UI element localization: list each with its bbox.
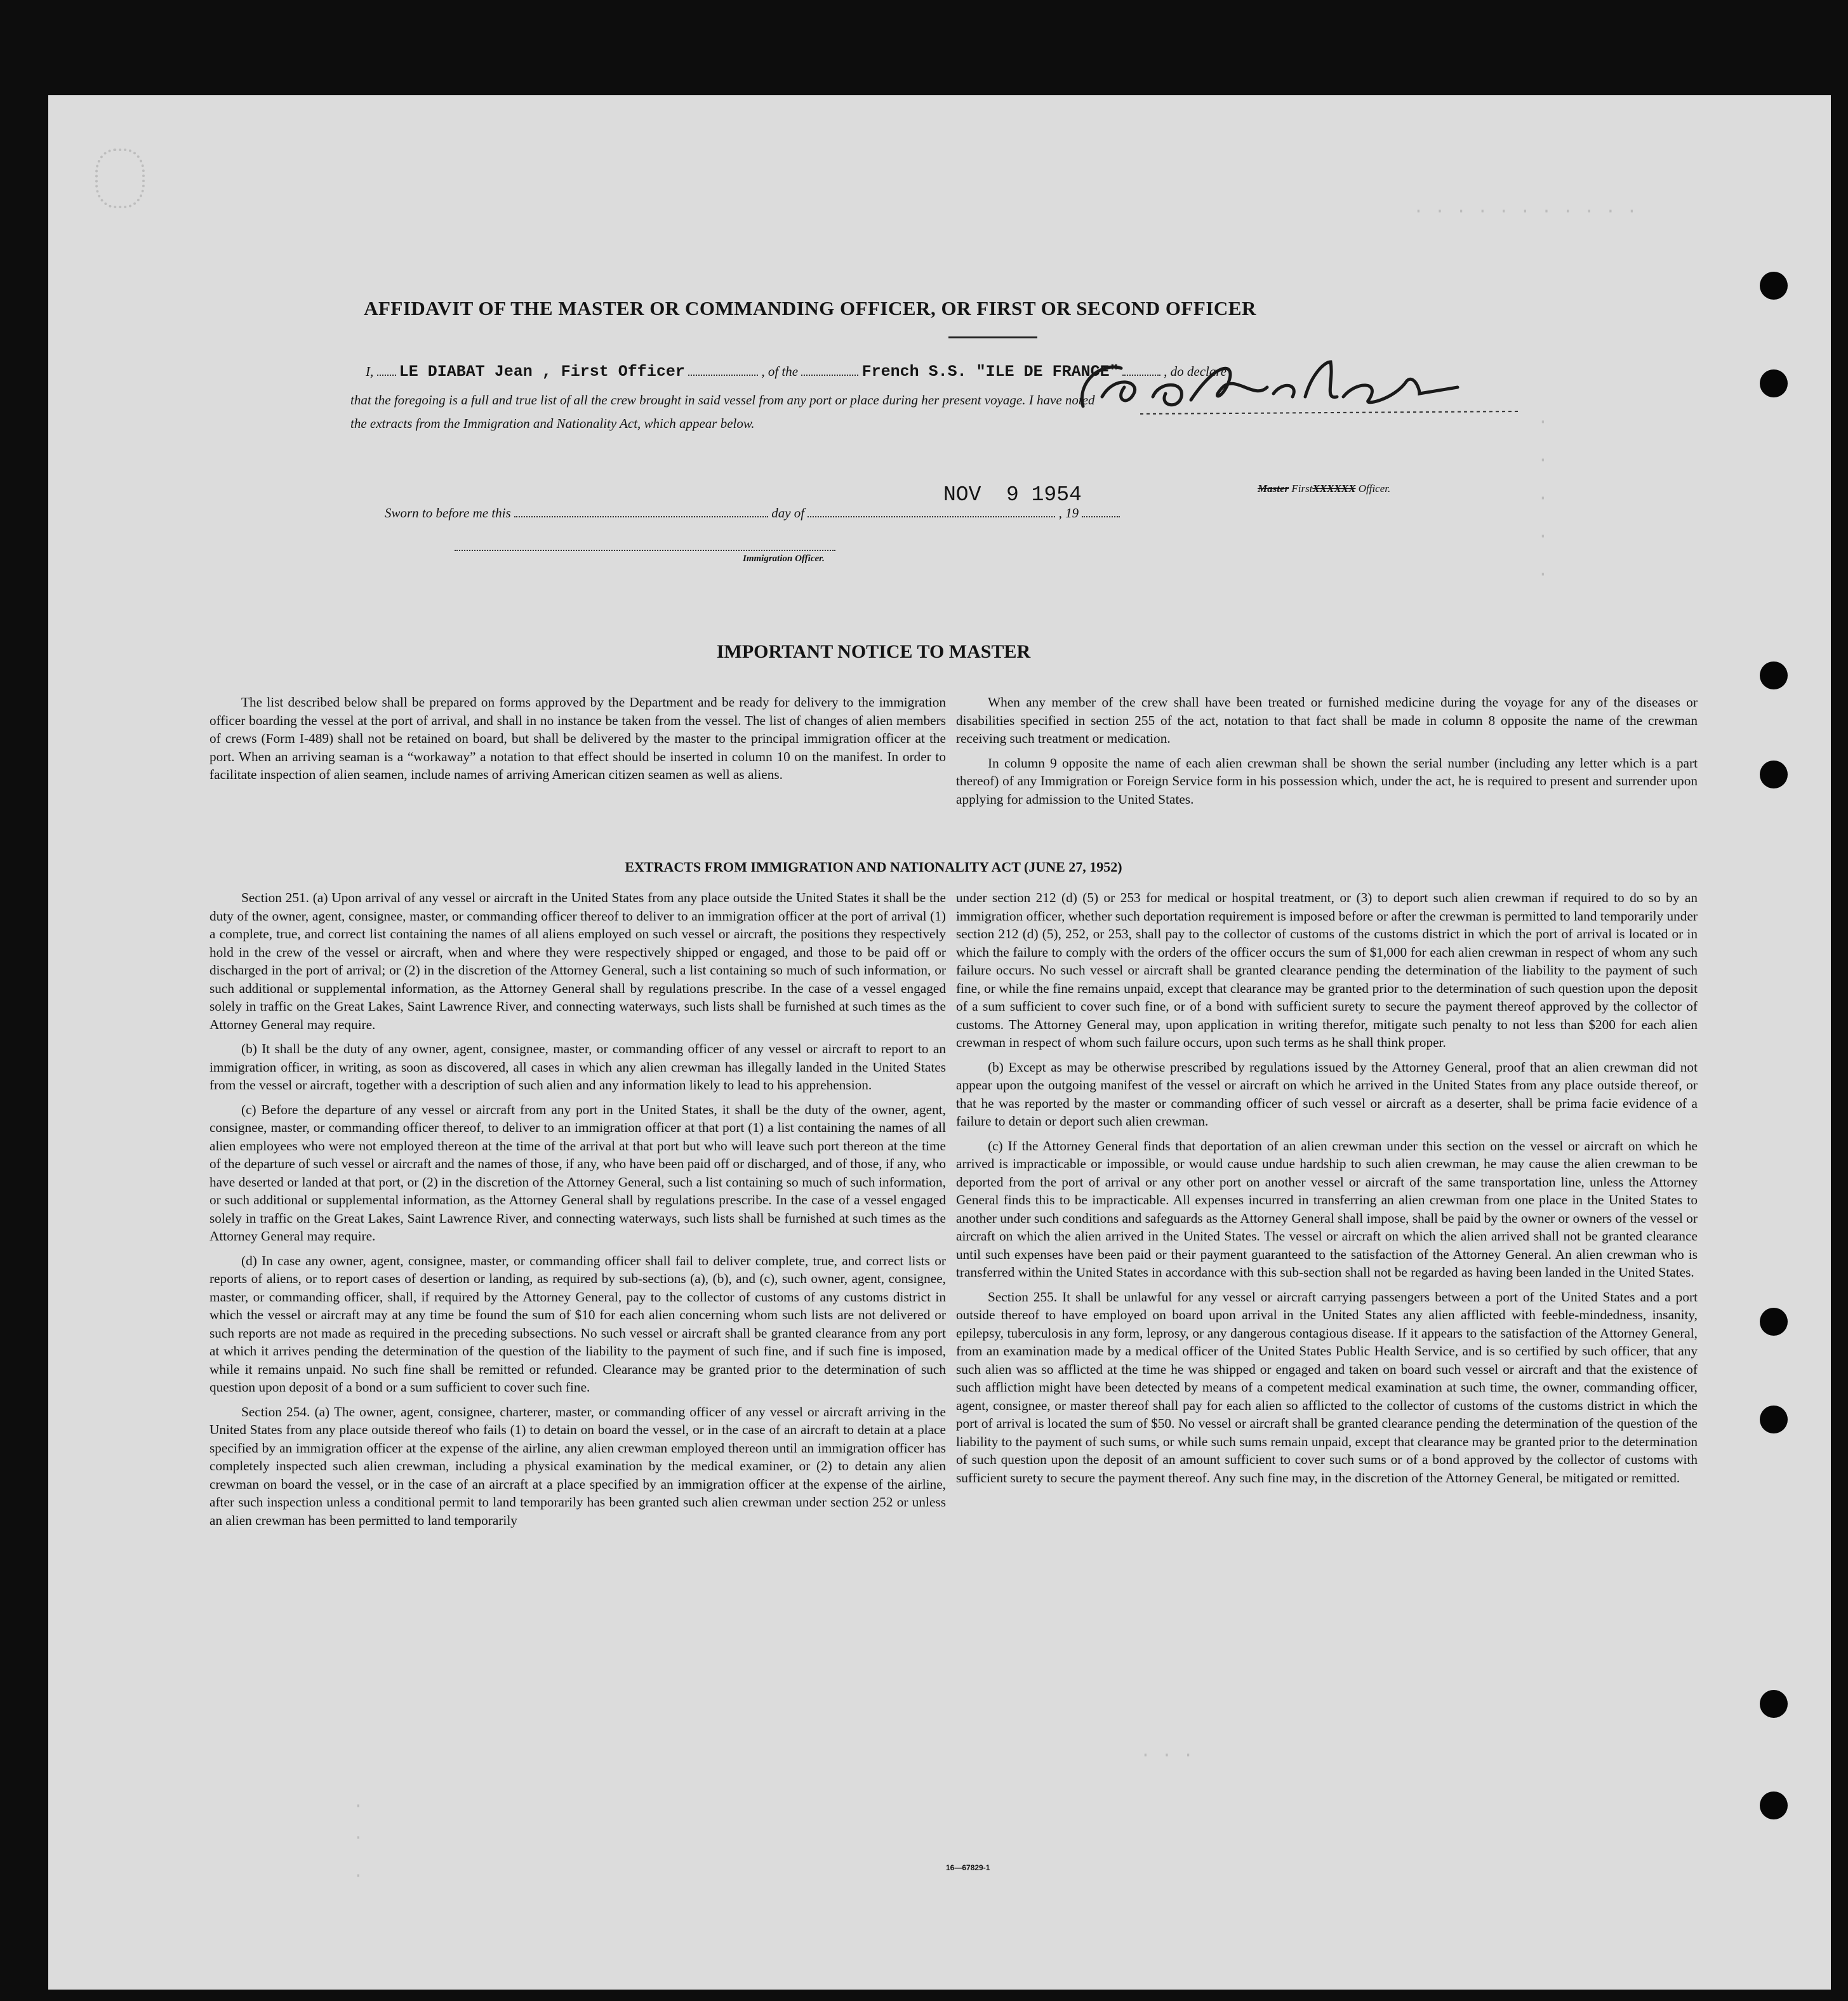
notice-left-column: [209, 693, 946, 790]
fill-dots: [801, 362, 858, 376]
year-label: , 19: [1058, 505, 1079, 521]
declaration-prefix: I,: [366, 364, 374, 379]
do-declare-label: , do declare: [1164, 364, 1227, 379]
act-paragraph: (c) Before the departure of any vessel or aircraft from any port in the United States, it shall be the duty of the owner, agent, consignee, master, or commanding officer thereof, to deliver to an immigration officer at that port (1) a list containing the names of all alien employees who were not employed thereon at the time of the arrival at that port but who will leave such port thereon at the time of the departure of such vessel or aircraft and the names of those, if any, who have been paid off or discharged, and of those, if any, who have deserted or landed at that port, or (2) in the discretion of the Attorney General, such a list containing so much of such information, or such additional or supplemental information, as the Attorney General shall by regulations prescribe. In the case of a vessel engaged solely in traffic on the Great Lakes, Saint Lawrence River, and connecting waterways, such lists shall be furnished at such times as the Attorney General may require.: [209, 1101, 946, 1244]
act-paragraph: Section 254. (a) The owner, agent, consignee, charterer, master, or commanding officer of any vessel or aircraft arriving in the United States from any place outside thereof who fails (1) to detain on board the vessel, or in the case of an aircraft to detain at a place specified by an immigration officer at the expense of the airline, any alien crewman employed thereon until an immigration officer has completely inspected such alien crewman, including a physical examination by the medical examiner, or (2) to detain any alien crewman on board the vessel, or in the case of an aircraft at a place specified by an immigration officer at the expense of the airline, after such inspection unless a conditional permit to land temporarily has been granted such alien crewman under section 252 or unless an alien crewman has been permitted to land temporarily: [209, 1404, 946, 1528]
notice-right-column: [956, 693, 1698, 814]
declaration-line-3: the extracts from the Immigration and Nationality Act, which appear below.: [350, 416, 755, 431]
act-paragraph: under section 212 (d) (5) or 253 for medical or hospital treatment, or (3) to deport such alien crewman if required to do so by an immigration officer, whether such deportation requirement is imposed before or after the crewman is permitted to land temporarily under section 212 (d) (5), 252, or 253, shall pay to the collector of customs of the customs district in which the port of arrival is located or in which the failure to comply with the orders of the officer occurs the sum of $1,000 for each alien crewman in respect of whom any such failure occurs. No such vessel or aircraft shall be granted clearance pending the determination of the liability to the payment of such fine, or while the fine remains unpaid, except that clearance may be granted prior to the determination of such question upon the deposit of a sum sufficient to cover such fine, or of a bond with sufficient surety to secure the payment thereof approved by the collector of customs. The Attorney General may, upon application in writing therefor, mitigate such penalty to not less than $200 for each alien crewman in respect of whom such failure occurs, upon such terms as he shall think proper.: [956, 890, 1698, 1050]
day-of-label: day of: [771, 505, 805, 521]
extracts-right-column: [956, 889, 1698, 1493]
extracts-title: EXTRACTS FROM IMMIGRATION AND NATIONALITY ACT (JUNE 27, 1952): [625, 859, 1122, 875]
date-stamp: NOV 9 1954: [943, 483, 1082, 507]
notice-paragraph: The list described below shall be prepared on forms approved by the Department and be ready for delivery to the immigration officer boarding the vessel at the port of arrival, and shall in no instance be taken from the vessel. The list of changes of alien members of crews (Form I-489) shall not be retained on board, but shall be delivered by the master to the principal immigration officer at the port. When an arriving seaman is a “workaway” a notation to that effect should be inserted in column 10 on the manifest. In order to facilitate inspection of alien seamen, include names of arriving American citizen seamen as well as aliens.: [209, 695, 946, 782]
act-paragraph: Section 251. (a) Upon arrival of any vessel or aircraft in the United States from any place outside the United States it shall be the duty of the owner, agent, consignee, master, or commanding officer thereof to deliver to an immigration officer at the port of arrival (1) a complete, true, and correct list containing the names of all aliens employed on such vessel or aircraft, the positions they respectively hold in the crew of the vessel or aircraft, when and where they were respectively shipped or engaged, and those to be paid off or discharged in the port of arrival; or (2) in the discretion of the Attorney General, such a list containing so much of such information, or such additional or supplemental information, as the Attorney General shall by regulations prescribe. In the case of a vessel engaged solely in traffic on the Great Lakes, Saint Lawrence River, and connecting waterways, such lists shall be furnished at such times as the Attorney General may require.: [209, 890, 946, 1032]
act-paragraph: Section 255. It shall be unlawful for any vessel or aircraft carrying passengers between a port of the United States and a port outside thereof to have employed on board upon arrival in the United States any alien afflicted with feeble-mindedness, insanity, epilepsy, tuberculosis in any form, leprosy, or any dangerous contagious disease. If it appears to the satisfaction of the Attorney General, from an examination made by a medical officer of the United States Public Health Service, and is so certified by such officer, that any such alien was so afflicted at the time he was shipped or engaged and taken on board such vessel or aircraft and that the existence of such affliction might have been detected by means of a competent medical examination at such time, the owner, commanding officer, agent, consignee, or master thereof shall pay for each alien so afflicted to the collector of customs of the customs district in which the port of arrival is located the sum of $50. No vessel or aircraft shall be granted clearance pending the determination of the question of the liability to the payment of such sums, or while such sums remain unpaid, except that clearance may be granted prior to the determination of such question upon the deposit of an amount sufficient to cover such sums or of a bond approved by the collector of customs with sufficient surety to secure the payment thereof. Any such fine may, in the discretion of the Attorney General, be mitigated or remitted.: [956, 1289, 1698, 1486]
extracts-left-column: [209, 889, 946, 1536]
declaration-line-2: that the foregoing is a full and true list of all the crew brought in said vessel from any port or place during her present voyage. I have noted: [350, 392, 1095, 408]
show-through-background: · · · · · · · · · · · · · · · · · · · · · ·: [353, 202, 1637, 1886]
officer-role: [1258, 482, 1390, 495]
document-page: [48, 95, 1831, 1990]
officer-label: Officer.: [1358, 482, 1391, 495]
notice-paragraph: In column 9 opposite the name of each alien crewman shall be shown the serial number (including any letter which is a part thereof) of any Immigration or Foreign Service form in his possession which, under the act, he is required to present and surrender upon applying for admission to the United States.: [956, 755, 1698, 807]
fill-dots: [1082, 503, 1120, 517]
act-paragraph: (b) Except as may be otherwise prescribed by regulations issued by the Attorney General, proof that an alien crewman did not appear upon the outgoing manifest of the vessel or aircraft on which he arrived in the United States from any place outside thereof, or that he was reported by the master or commanding officer of such vessel or aircraft as a deserter, shall be prima facie evidence of a failure to detain or deport such alien crewman.: [956, 1059, 1698, 1129]
vessel-name: French S.S. "ILE DE FRANCE": [861, 362, 1119, 381]
fill-dots: [377, 362, 396, 376]
immigration-officer-label: Immigration Officer.: [743, 554, 825, 564]
of-the-label: , of the: [761, 364, 799, 379]
form-number: 16—67829-1: [946, 1863, 990, 1872]
fill-dots: [514, 503, 768, 517]
officer-signature: [1064, 336, 1572, 432]
sworn-label: Sworn to before me this: [385, 505, 511, 521]
title-rule: [948, 336, 1037, 338]
officer-role-first: First: [1291, 482, 1313, 495]
notice-paragraph: When any member of the crew shall have been treated or furnished medicine during the voyage for any of the diseases or disabilities specified in section 255 of the act, notation to that fact shall be made in column 8 opposite the name of the crewman receiving such treatment or medication.: [956, 695, 1698, 746]
notice-title: IMPORTANT NOTICE TO MASTER: [716, 641, 1031, 662]
officer-name: LE DIABAT Jean , First Officer: [399, 362, 685, 381]
struck-master: Master: [1258, 482, 1289, 495]
fill-dots: [688, 362, 758, 376]
affidavit-title: AFFIDAVIT OF THE MASTER OR COMMANDING OFFICER, OR FIRST OR SECOND OFFICER: [364, 297, 1256, 319]
act-paragraph: (b) It shall be the duty of any owner, agent, consignee, master, or commanding officer of any vessel or aircraft to report to an immigration officer, in writing, as soon as discovered, all cases in which any alien crewman has illegally landed in the United States from the vessel or aircraft, together with a description of such alien and any information likely to lead to his apprehension.: [209, 1041, 946, 1093]
act-paragraph: (c) If the Attorney General finds that deportation of an alien crewman under this section on the vessel or aircraft on which he arrived is impracticable or impossible, or would cause undue hardship to such alien crewman, he may cause the alien crewman to be deported from the port of arrival or any other port on another vessel or aircraft of the same transportation line, unless the Attorney General finds this to be impracticable. All expenses incurred in transferring an alien crewman from one place in the United States to another under such conditions and safeguards as the Attorney General shall impose, shall be paid by the owner or owners of the vessel or aircraft on which the alien arrived in the United States. The vessel or aircraft on which the alien arrived shall not be granted clearance until such expenses have been paid or their payment guaranteed to the satisfaction of the Attorney General. An alien crewman who is transferred within the United States in accordance with this sub-section shall not be regarded as having been landed in the United States.: [956, 1138, 1698, 1280]
immigration-officer-line: [455, 537, 835, 551]
struck-role: XXXXXX: [1312, 482, 1356, 495]
act-paragraph: (d) In case any owner, agent, consignee, master, or commanding officer shall fail to deliver complete, true, and correct lists or reports of aliens, or to report cases of desertion or landing, as required by sub-sections (a), (b), and (c), such owner, agent, consignee, master, or commanding officer, shall, if required by the Attorney General, pay to the collector of customs of any customs district in which the vessel or aircraft may at any time be found the sum of $10 for each alien concerning whom such lists are not delivered or such reports are not made as required in the preceding subsections. No such vessel or aircraft shall be granted clearance from any port at which it arrives pending the determination of the question of the liability to the payment of such fine, and if such fine is imposed, while it remains unpaid. No such fine shall be remitted or refunded. Clearance may be granted prior to the determination of such question upon deposit of a bond or a sum sufficient to cover such fine.: [209, 1253, 946, 1395]
